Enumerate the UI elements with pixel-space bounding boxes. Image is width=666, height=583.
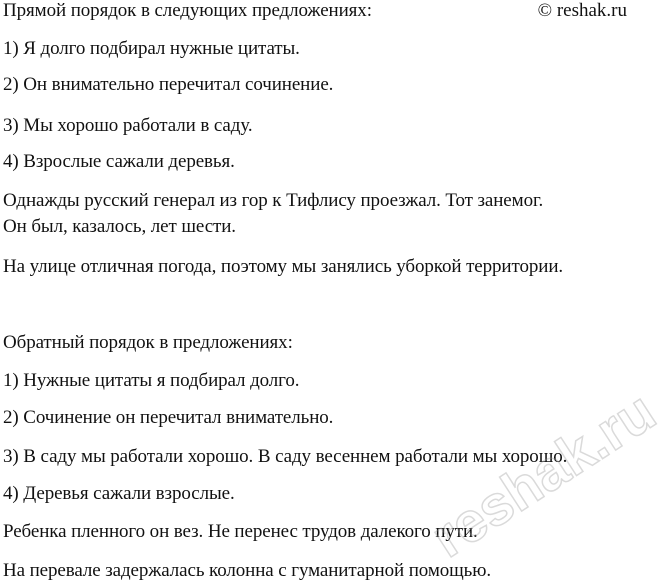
inverse-item-3: 3) В саду мы работали хорошо. В саду весеннем работали мы хорошо. [3, 446, 568, 467]
inverse-order-heading: Обратный порядок в предложениях: [3, 332, 293, 353]
direct-item-1: 1) Я долго подбирал нужные цитаты. [3, 38, 300, 59]
inverse-item-1: 1) Нужные цитаты я подбирал долго. [3, 370, 300, 391]
direct-item-4: 4) Взрослые сажали деревья. [3, 151, 235, 172]
inverse-item-2: 2) Сочинение он перечитал внимательно. [3, 407, 334, 428]
direct-paragraph-1-line-1: Однажды русский генерал из гор к Тифлису проезжал. Тот занемог. [3, 190, 544, 211]
direct-paragraph-2: На улице отличная погода, поэтому мы занялись уборкой территории. [3, 256, 564, 277]
direct-item-3: 3) Мы хорошо работали в саду. [3, 115, 253, 136]
inverse-paragraph-1: Ребенка пленного он вез. Не перенес трудов далекого пути. [3, 521, 478, 542]
watermark-text: reshak.ru [420, 378, 666, 570]
inverse-paragraph-2: На перевале задержалась колонна с гуманитарной помощью. [3, 560, 491, 581]
direct-paragraph-1-line-2: Он был, казалось, лет шести. [3, 216, 236, 237]
direct-item-2: 2) Он внимательно перечитал сочинение. [3, 74, 334, 95]
copyright-label: © reshak.ru [537, 0, 627, 21]
inverse-item-4: 4) Деревья сажали взрослые. [3, 483, 235, 504]
direct-order-heading: Прямой порядок в следующих предложениях: [3, 0, 372, 21]
